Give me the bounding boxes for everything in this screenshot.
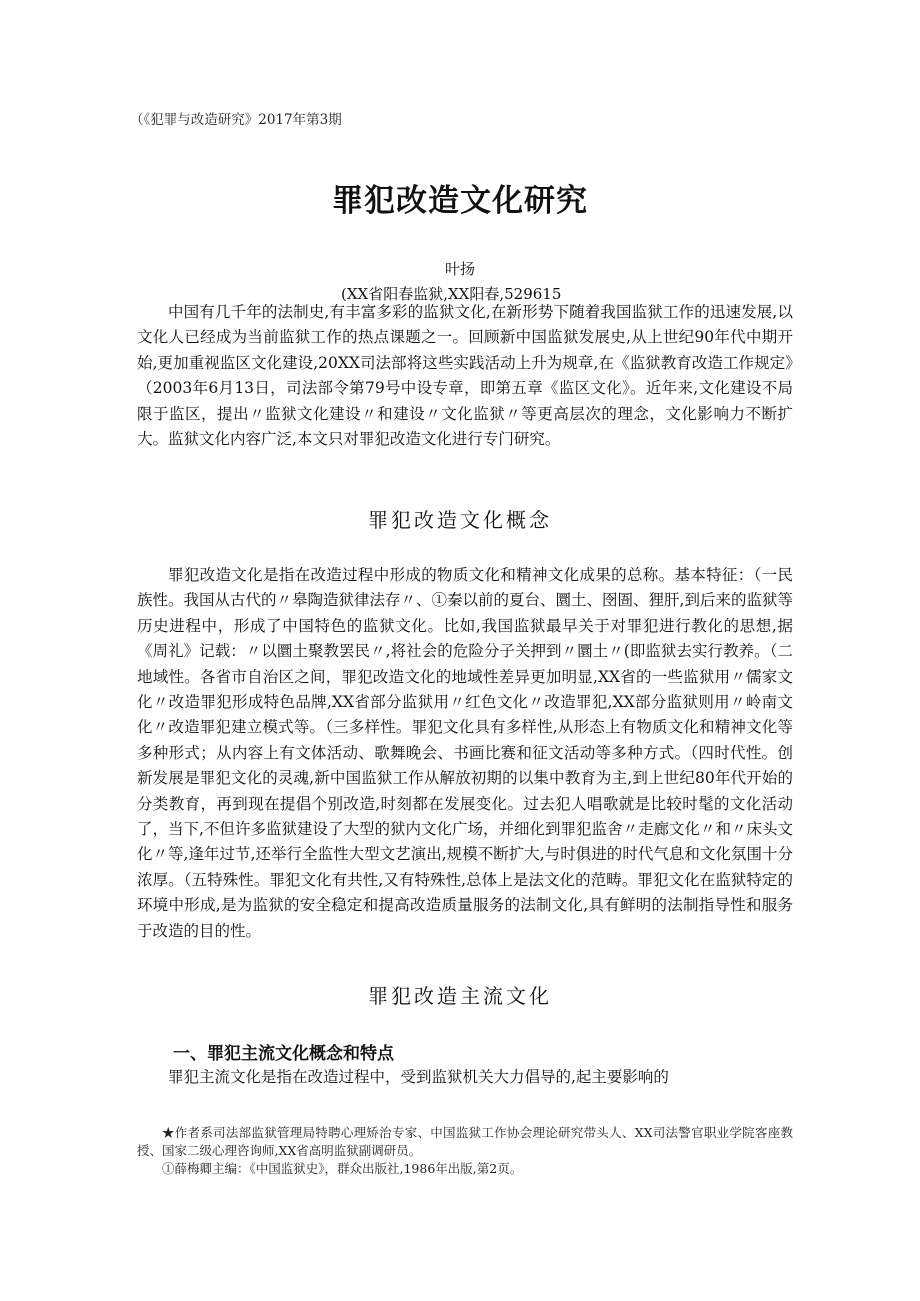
intro-paragraph: 中国有几千年的法制史,有丰富多彩的监狱文化,在新形势下随着我国监狱工作的迅速发展,以文化人已经成为当前监狱工作的热点课题之一。回顾新中国监狱发展史,从上世纪90年代中期开始,更加重视监区文化建设,20XX司法部将这些实践活动上升为规章,在《监狱教育改造工作规定》（2003年6月13日，司法部令第79号中设专章，即第五章《监区文化》。近年来,文化建设不局限于监区，提出〃监狱文化建设〃和建设〃文化监狱〃等更高层次的理念，文化影响力不断扩大。监狱文化内容广泛,本文只对罪犯改造文化进行专门研究。 xyxy=(137,303,793,449)
journal-source: （《犯罪与改造研究》2017年第3期 xyxy=(130,112,342,128)
mainstream-paragraph: 罪犯主流文化是指在改造过程中，受到监狱机关大力倡导的,起主要影响的 xyxy=(168,1068,669,1086)
author-affiliation: (XX省阳春监狱,XX阳春,529615 xyxy=(341,285,562,303)
author-name: 叶扬 xyxy=(444,260,475,278)
footnote-author: ★作者系司法部监狱管理局特聘心理矫治专家、中国监狱工作协会理论研究带头人、XX司法警官职业学院客座教授、国家二级心理咨询师,XX省高明监狱副调研员。 xyxy=(137,1125,793,1158)
section-heading-concept: 罪犯改造文化概念 xyxy=(368,508,552,532)
footnote-ref-1: ①薛梅卿主编：《中国监狱史》，群众出版社,1986年出版,第2页。 xyxy=(162,1161,523,1176)
subsection-heading: 一、罪犯主流文化概念和特点 xyxy=(173,1044,394,1064)
concept-paragraph: 罪犯改造文化是指在改造过程中形成的物质文化和精神文化成果的总称。基本特征：（一民族性。我国从古代的〃皋陶造狱律法存〃、①秦以前的夏台、圜土、囹圄、狸肝,到后来的监狱等历史进程中，形成了中国特色的监狱文化。比如,我国监狱最早关于对罪犯进行教化的思想,据《周礼》记载：〃以圜土聚教罢民〃,将社会的危险分子关押到〃圜土〃(即监狱去实行教养。（二地域性。各省市自治区之间，罪犯改造文化的地域性差异更加明显,XX省的一些监狱用〃儒家文化〃改造罪犯形成特色品牌,XX省部分监狱用〃红色文化〃改造罪犯,XX部分监狱则用〃岭南文化〃改造罪犯建立模式等。（三多样性。罪犯文化具有多样性,从形态上有物质文化和精神文化等多种形式；从内容上有文体活动、歌舞晚会、书画比赛和征文活动等多种方式。（四时代性。创新发展是罪犯文化的灵魂,新中国监狱工作从解放初期的以集中教育为主,到上世纪80年代开始的分类教育，再到现在提倡个别改造,时刻都在发展变化。过去犯人唱歌就是比较时髦的文化活动了，当下,不但许多监狱建设了大型的狱内文化广场，并细化到罪犯监舍〃走廊文化〃和〃床头文化〃等,逢年过节,还举行全监性大型文艺演出,规模不断扩大,与时俱进的时代气息和文化氛围十分浓厚。（五特殊性。罪犯文化有共性,又有特殊性,总体上是法文化的范畴。罪犯文化在监狱特定的环境中形成,是为监狱的安全稳定和提高改造质量服务的法制文化,具有鲜明的法制指导性和服务于改造的目的性。 xyxy=(137,566,793,940)
footnotes xyxy=(137,1124,793,1178)
article-title: 罪犯改造文化研究 xyxy=(332,183,588,219)
section-heading-mainstream: 罪犯改造主流文化 xyxy=(368,984,552,1008)
